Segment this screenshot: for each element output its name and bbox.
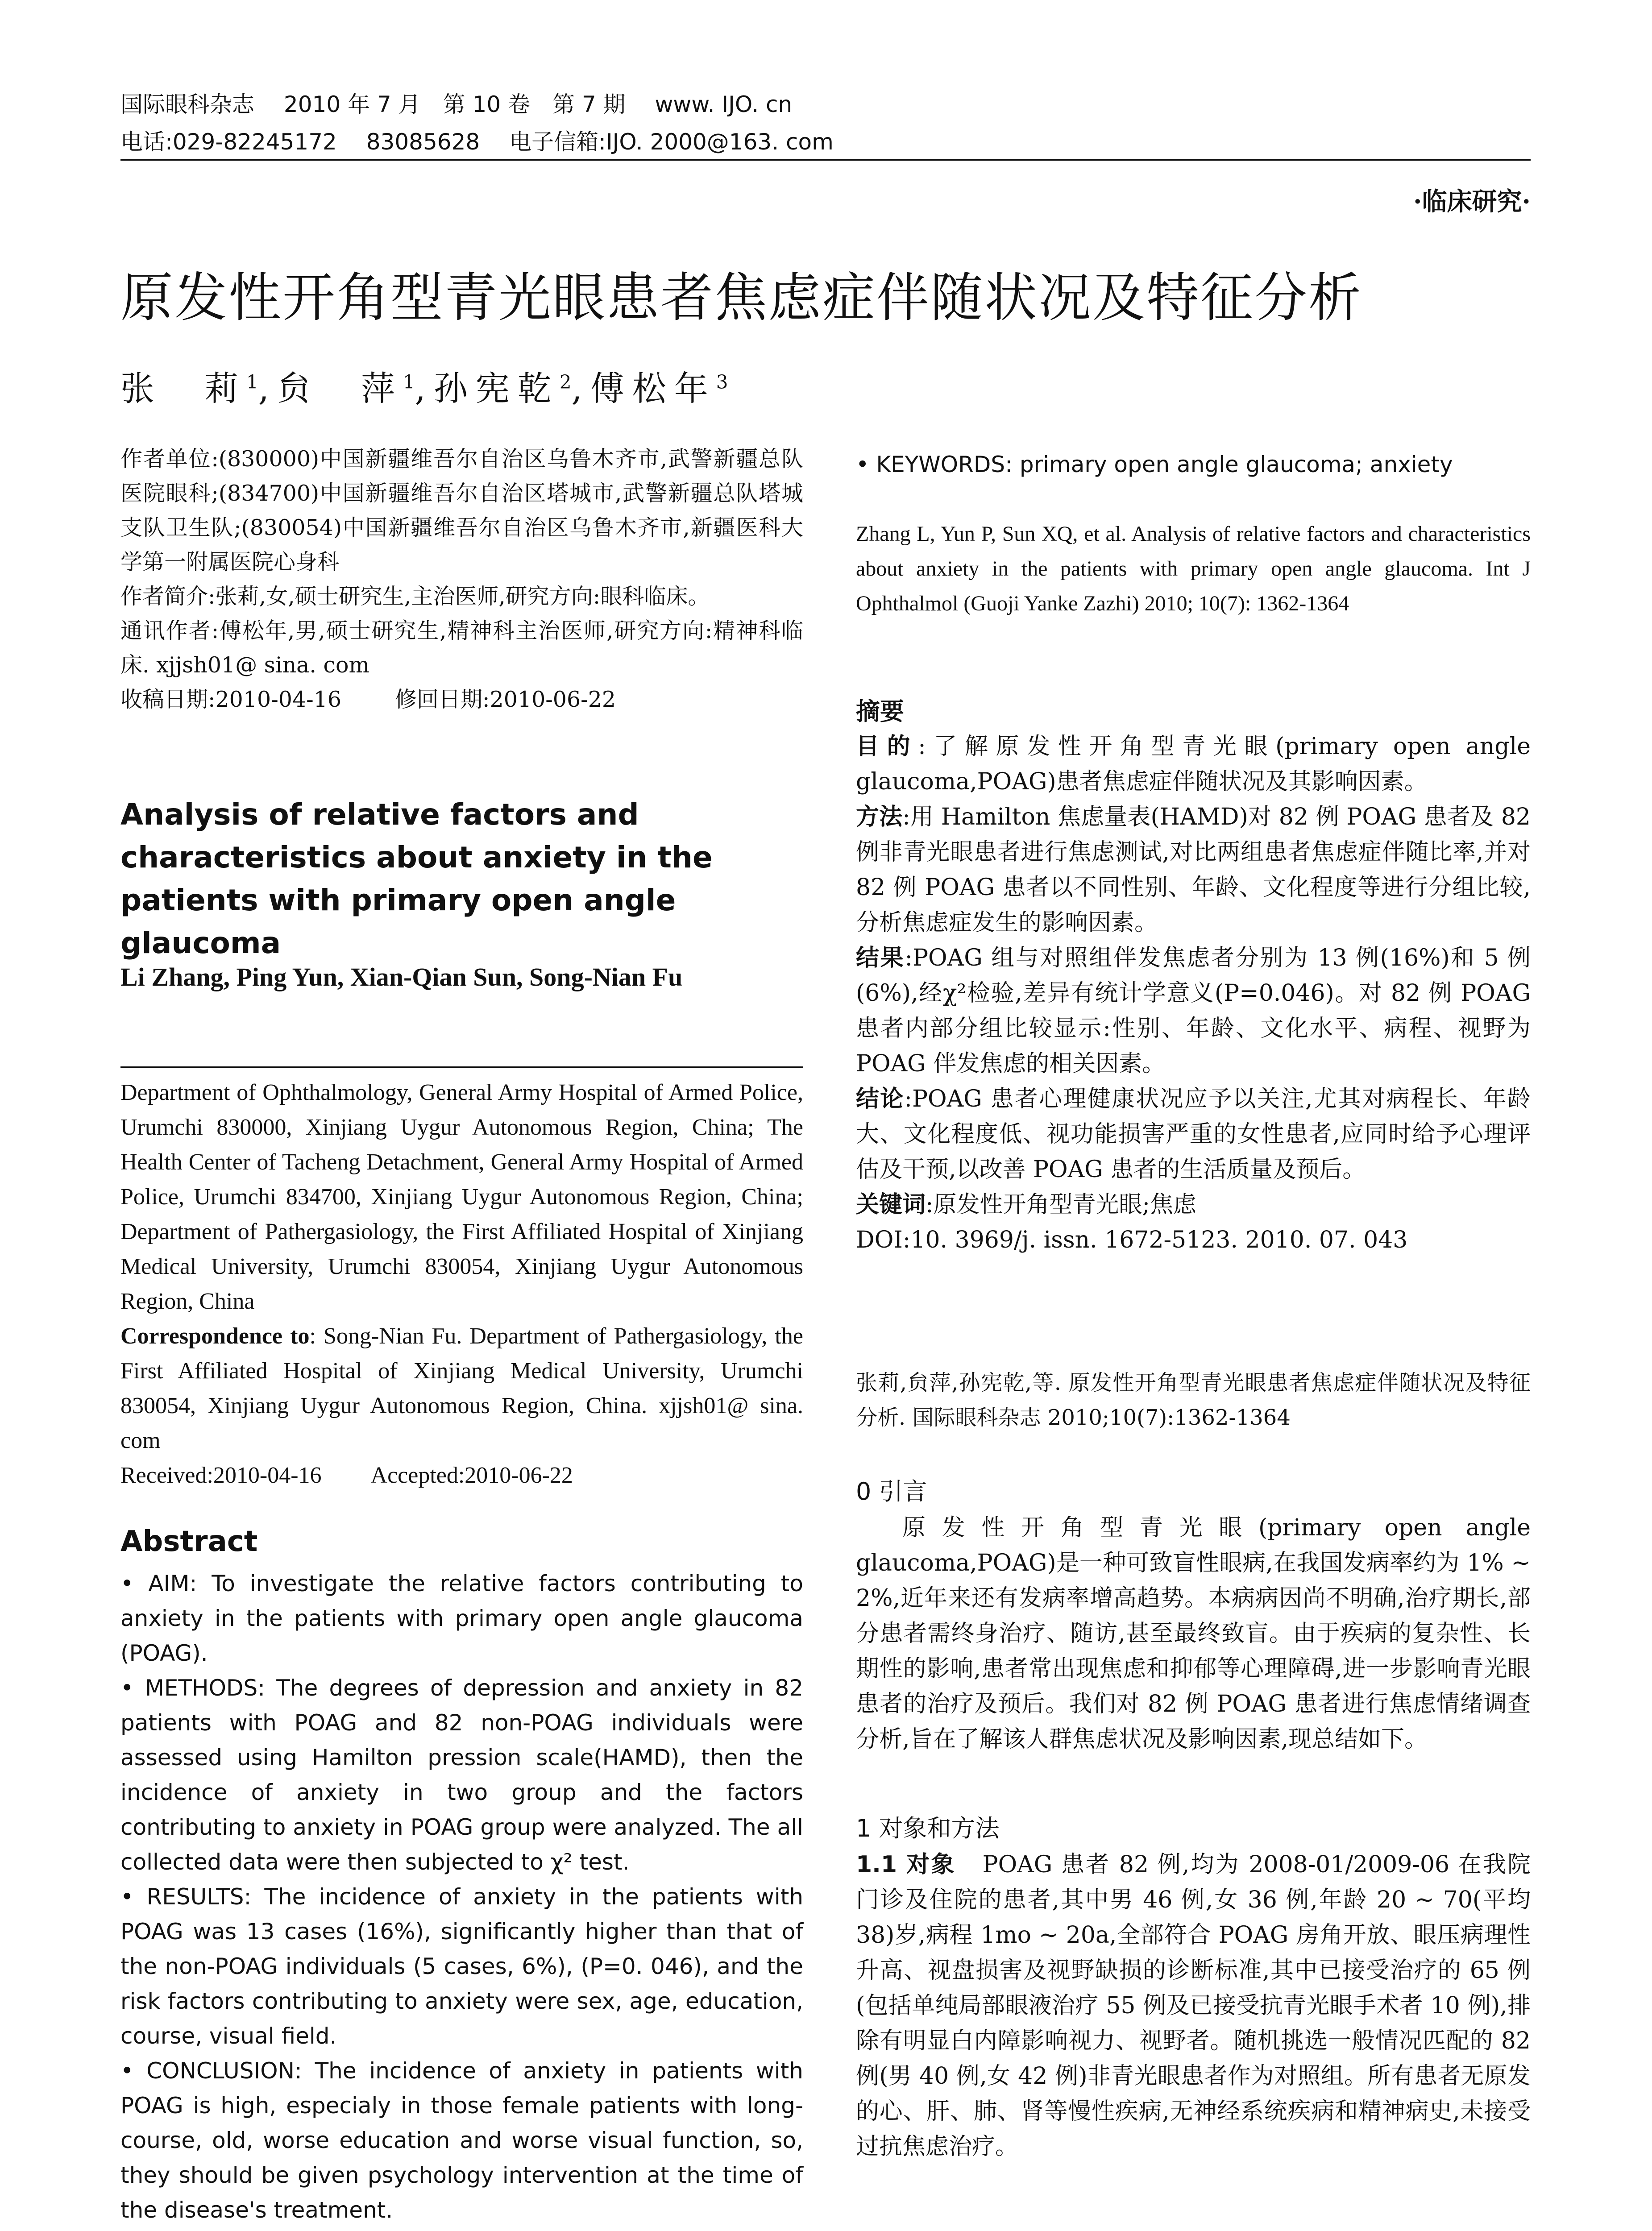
cn-meta-block: [120, 442, 803, 717]
author-name: 张 莉: [120, 369, 246, 408]
author-list: [120, 361, 1013, 410]
english-authors: Li Zhang, Ping Yun, Xian-Qian Sun, Song-Nian Fu: [120, 962, 683, 991]
author-separator: ,: [258, 369, 277, 408]
cn-keywords-label: 关键词: [856, 1191, 926, 1218]
header-rule: [120, 159, 1531, 161]
author-affil-mark: 3: [716, 371, 728, 393]
english-abstract: [120, 1566, 803, 2227]
author-bio: 作者简介:张莉,女,硕士研究生,主治医师,研究方向:眼科临床。: [120, 584, 710, 609]
intro-text: 原发性开角型青光眼(primary open angle glaucoma,POAG)是一种可致盲性眼病,在我国发病率约为 1% ~ 2%,近年来还有发病率增高趋势。本病病因尚不明确,治疗期长,部分患者需终身治疗、随访,甚至最终致盲。由于疾病的复杂性、长期性的影响,患者常出现焦虑和抑郁等心理障碍,进一步影响青光眼患者的治疗及预后。我们对 82 例 POAG 患者进行焦虑情绪调查分析,旨在了解该人群焦虑状况及影响因素,现总结如下。: [856, 1514, 1531, 1753]
cn-conclusion: [856, 1082, 1531, 1187]
subjects-text-block: [856, 1847, 1531, 2165]
doi: DOI:10. 3969/j. issn. 1672-5123. 2010. 07. 043: [856, 1227, 1408, 1253]
author-separator: ,: [415, 369, 434, 408]
subjects-text: POAG 患者 82 例,均为 2008-01/2009-06 在我院门诊及住院的患者,其中男 46 例,女 36 例,年龄 20 ~ 70(平均 38)岁,病程 1mo ~ 20a,全部符合 POAG 房角开放、眼压病理性升高、视盘损害及视野缺损的诊断标准,其中已接受治疗的 65 例(包括单纯局部眼液治疗 55 例及已接受抗青光眼手术者 10 例),排除有明显白内障影响视力、视野者。随机挑选一般情况匹配的 82 例(男 40 例,女 42 例)非青光眼患者作为对照组。所有患者无原发的心、肝、肺、肾等慢性疾病,无神经系统疾病和精神病史,未接受过抗焦虑治疗。: [856, 1851, 1531, 2160]
cn-aim: [856, 729, 1531, 800]
abstract-results: [120, 1879, 803, 2053]
cn-conclusion-label: 结论: [856, 1086, 905, 1112]
english-affiliation: Department of Ophthalmology, General Army Hospital of Armed Police, Urumchi 830000, Xinjiang Uygur Autonomous Region, China; The Health Center of Tacheng Detachment, General Army Hospital of Armed Police, Urumchi 834700, Xinjiang Uygur Autonomous Region, China; Department of Pathergasiology, the First Affiliated Hospital of Xinjiang Medical University, Urumchi 830054, Xinjiang Uygur Autonomous Region, China: [120, 1080, 803, 1314]
subjects-paragraph: [856, 1847, 1531, 2165]
english-received: Received:2010-04-16: [120, 1463, 322, 1488]
english-affil-block: [120, 1075, 803, 1493]
author-name: 孙宪乾: [433, 369, 560, 408]
cn-results: [856, 941, 1531, 1082]
author-name: 贠 萍: [277, 369, 403, 408]
chinese-abstract: [856, 694, 1531, 1258]
abstract-conclusion: [120, 2053, 803, 2227]
author-name: 傅松年: [590, 369, 716, 408]
english-accepted: Accepted:2010-06-22: [370, 1463, 573, 1488]
abstract-methods: [120, 1671, 803, 1879]
cn-conclusion-text: :POAG 患者心理健康状况应予以关注,尤其对病程长、年龄大、文化程度低、视功能损害严重的女性患者,应同时给予心理评估及干预,以改善 POAG 患者的生活质量及预后。: [856, 1086, 1531, 1183]
english-dates: [120, 1458, 803, 1493]
subjects-label: 1.1 对象: [856, 1851, 956, 1878]
conclusion-label: • CONCLUSION: [120, 2058, 295, 2084]
intro-heading: 0 引言: [856, 1477, 927, 1505]
english-correspondence: [120, 1319, 803, 1458]
author-units: 作者单位:(830000)中国新疆维吾尔自治区乌鲁木齐市,武警新疆总队医院眼科;(834700)中国新疆维吾尔自治区塔城市,武警新疆总队塔城支队卫生队;(830054)中国新疆维吾尔自治区乌鲁木齐市,新疆医科大学第一附属医院心身科: [120, 446, 803, 575]
author-separator: ,: [571, 369, 590, 408]
correspondence-label: Correspondence to: [120, 1323, 310, 1349]
journal-header-line2: 电话:029-82245172 83085628 电子信箱:IJO. 2000@163. com: [120, 129, 834, 155]
cn-aim-label: 目的: [856, 733, 918, 760]
correspondence-text: : Song-Nian Fu. Department of Pathergasiology, the First Affiliated Hospital of Xinjiang Medical University, Urumchi 830054, Xinjiang Uygur Autonomous Region, China. xjjsh01@ sina. com: [120, 1323, 804, 1453]
author-affil-mark: 2: [559, 371, 572, 393]
methods-label: • METHODS: [120, 1675, 258, 1701]
results-text: : The incidence of anxiety in the patients with POAG was 13 cases (16%), significantly higher than that of the non-POAG individuals (5 cases, 6%), (P=0. 046), and the risk factors contributing to anxiety were sex, age, education, course, visual field.: [120, 1884, 804, 2049]
cn-methods-label: 方法: [856, 804, 903, 830]
affil-rule: [120, 1066, 803, 1068]
cn-results-label: 结果: [856, 945, 905, 971]
cn-aim-text: :了解原发性开角型青光眼(primary open angle glaucoma,POAG)患者焦虑症伴随状况及其影响因素。: [856, 733, 1531, 795]
aim-text: : To investigate the relative factors contributing to anxiety in the patients with primary open angle glaucoma (POAG).: [120, 1571, 803, 1666]
aim-label: • AIM: [120, 1571, 190, 1597]
page-title: 原发性开角型青光眼患者焦虑症伴随状况及特征分析: [120, 267, 1363, 328]
cn-keywords-text: :原发性开角型青光眼;焦虑: [926, 1191, 1197, 1218]
methods-heading: 1 对象和方法: [856, 1814, 1000, 1842]
abstract-heading: Abstract: [120, 1525, 258, 1558]
received-date: 收稿日期:2010-04-16: [120, 687, 342, 712]
cn-results-text: :POAG 组与对照组伴发焦虑者分别为 13 例(16%)和 5 例(6%),经χ²检验,差异有统计学意义(P=0.046)。对 82 例 POAG 患者内部分组比较显示:性别、年龄、文化水平、病程、视野为 POAG 伴发焦虑的相关因素。: [856, 945, 1531, 1077]
abstract-aim: [120, 1566, 803, 1671]
english-citation: Zhang L, Yun P, Sun XQ, et al. Analysis of relative factors and characteristics about anxiety in the patients with primary open angle glaucoma. Int J Ophthalmol (Guoji Yanke Zazhi) 2010; 10(7): 1362-1364: [856, 522, 1531, 615]
cn-keywords: [856, 1187, 1531, 1223]
revised-date: 修回日期:2010-06-22: [395, 687, 616, 712]
english-keywords: • KEYWORDS: primary open angle glaucoma; anxiety: [856, 452, 1453, 477]
results-label: • RESULTS: [120, 1884, 244, 1910]
english-title: Analysis of relative factors and characteristics about anxiety in the patients with primary open angle glaucoma: [120, 797, 713, 960]
corresponding-author: 通讯作者:傅松年,男,硕士研究生,精神科主治医师,研究方向:精神科临床. xjjsh01@ sina. com: [120, 618, 803, 678]
journal-header-line1: 国际眼科杂志 2010 年 7 月 第 10 卷 第 7 期 www. IJO. cn: [120, 91, 793, 117]
author-affil-mark: 1: [403, 371, 415, 393]
cn-methods-text: :用 Hamilton 焦虑量表(HAMD)对 82 例 POAG 患者及 82 例非青光眼患者进行焦虑测试,对比两组患者焦虑症伴随比率,并对 82 例 POAG 患者以不同性别、年龄、文化程度等进行分组比较,分析焦虑症发生的影响因素。: [856, 804, 1531, 936]
methods-text: : The degrees of depression and anxiety in 82 patients with POAG and 82 non-POAG individuals were assessed using Hamilton pression scale(HAMD), then the incidence of anxiety in two group and the factors contributing to anxiety in POAG group were analyzed. The all collected data were then subjected to χ² test.: [120, 1675, 804, 1875]
cn-methods: [856, 800, 1531, 941]
section-label: ·临床研究·: [1413, 187, 1531, 216]
chinese-citation: 张莉,贠萍,孙宪乾,等. 原发性开角型青光眼患者焦虑症伴随状况及特征分析. 国际眼科杂志 2010;10(7):1362-1364: [856, 1370, 1531, 1430]
conclusion-text: : The incidence of anxiety in patients with POAG is high, especialy in those female patients with long-course, old, worse education and worse visual function, so, they should be given psychology intervention at the time of the disease's treatment.: [120, 2058, 803, 2223]
dates-line: [120, 682, 803, 717]
cn-abstract-heading: 摘要: [856, 697, 904, 726]
author-affil-mark: 1: [246, 371, 258, 393]
